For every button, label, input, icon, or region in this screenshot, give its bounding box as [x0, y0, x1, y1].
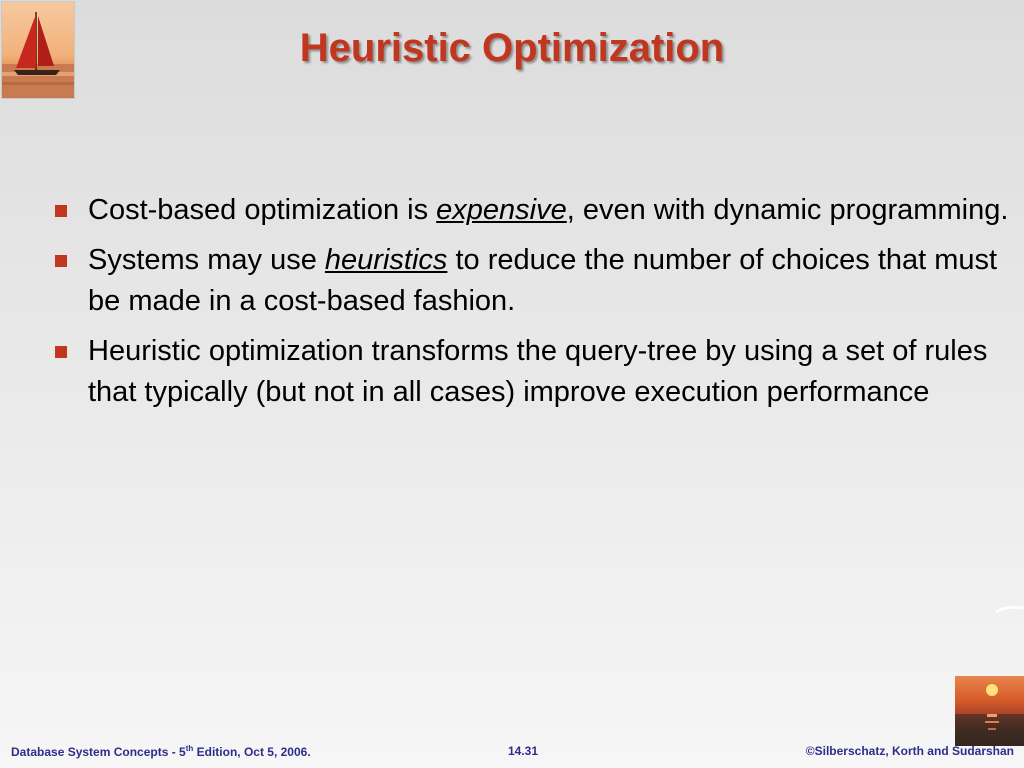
square-bullet-icon: [55, 205, 67, 217]
footer-superscript: th: [185, 744, 194, 753]
bullet-text: Systems may use: [88, 244, 325, 276]
bullet-text: to reduce the number of choices that must be made in a cost-based fashion.: [88, 244, 998, 317]
slide-title: Heuristic Optimization: [299, 26, 725, 70]
footer-text: Database System Concepts - 5: [11, 745, 186, 759]
bullet-list: [50, 190, 1015, 422]
footer-text: Edition, Oct 5, 2006.: [193, 745, 311, 759]
wave-decoration: [996, 604, 1024, 616]
bullet-item: [50, 190, 1015, 231]
bullet-text: Cost-based optimization is: [88, 194, 437, 226]
square-bullet-icon: [55, 346, 67, 358]
emphasis-text: expensive: [436, 194, 567, 226]
emphasis-text: heuristics: [324, 244, 448, 276]
copyright-text: ©Silberschatz, Korth and Sudarshan: [805, 744, 1014, 758]
square-bullet-icon: [55, 255, 67, 267]
bullet-text: , even with dynamic programming.: [566, 194, 1009, 226]
bullet-item: [50, 331, 1015, 413]
bullet-item: [50, 240, 1015, 322]
bullet-text: Heuristic optimization transforms the query-tree by using a set of rules that typically (but not in all cases) improve execution performance: [88, 335, 988, 408]
page-number: 14.31: [508, 744, 539, 758]
sunset-image: [955, 676, 1024, 746]
footer-course-info: [11, 744, 311, 759]
